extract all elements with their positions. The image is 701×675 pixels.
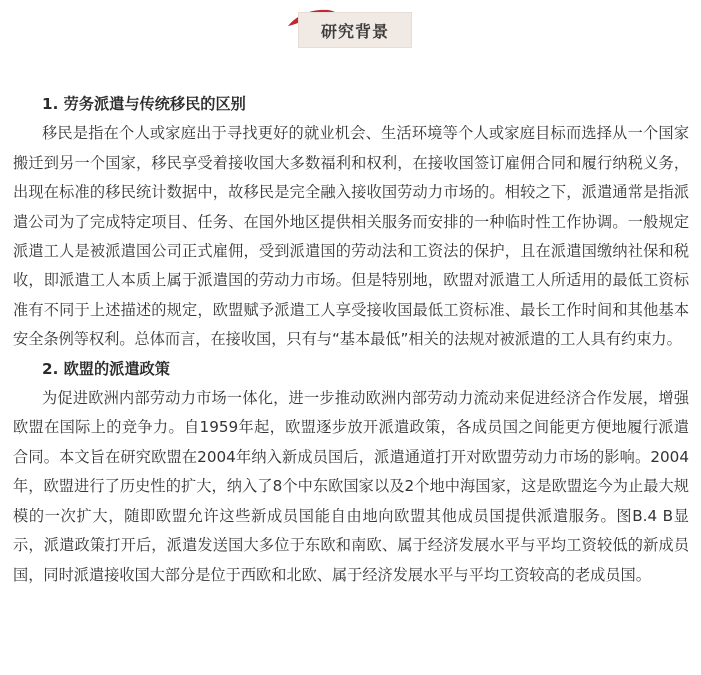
section-header <box>0 0 701 60</box>
section-title-2: 2. 欧盟的派遣政策 <box>42 359 170 378</box>
section-paragraph-1: 移民是指在个人或家庭出于寻找更好的就业机会、生活环境等个人或家庭目标而选择从一个国家搬迁到另一个国家，移民享受着接收国大多数福利和权利，在接收国签订雇佣合同和履行纳税义务，出现在标准的移民统计数据中，故移民是完全融入接收国劳动力市场的。相较之下，派遣通常是指派遣公司为了完成特定项目、任务、在国外地区提供相关服务而安排的一种临时性工作协调。一般规定派遣工人是被派遣国公司正式雇佣，受到派遣国的劳动法和工资法的保护，且在派遣国缴纳社保和税收，即派遣工人本质上属于派遣国的劳动力市场。但是特别地，欧盟对派遣工人所适用的最低工资标准有不同于上述描述的规定，欧盟赋予派遣工人享受接收国最低工资标准、最长工作时间和其他基本安全条例等权利。总体而言，在接收国，只有与“基本最低”相关的法规对被派遣的工人具有约束力。 <box>13 124 689 349</box>
section-title-1: 1. 劳务派遣与传统移民的区别 <box>42 95 246 113</box>
section-header-title: 研究背景 <box>298 12 412 48</box>
article-body <box>13 90 689 590</box>
section-paragraph-2: 为促进欧洲内部劳动力市场一体化，进一步推动欧洲内部劳动力流动来促进经济合作发展，增强欧盟在国际上的竞争力。自1959年起，欧盟逐步放开派遣政策，各成员国之间能更方便地履行派遣合同。本文旨在研究欧盟在2004年纳入新成员国后，派遣通道打开对欧盟劳动力市场的影响。2004年，欧盟进行了历史性的扩大，纳入了8个中东欧国家以及2个地中海国家，这是欧盟迄今为止最大规模的一次扩大，随即欧盟允许这些新成员国能自由地向欧盟其他成员国提供派遣服务。图B.4 B显示，派遣政策打开后，派遣发送国大多位于东欧和南欧、属于经济发展水平与平均工资较低的新成员国，同时派遣接收国大部分是位于西欧和北欧、属于经济发展水平与平均工资较高的老成员国。 <box>13 389 689 584</box>
